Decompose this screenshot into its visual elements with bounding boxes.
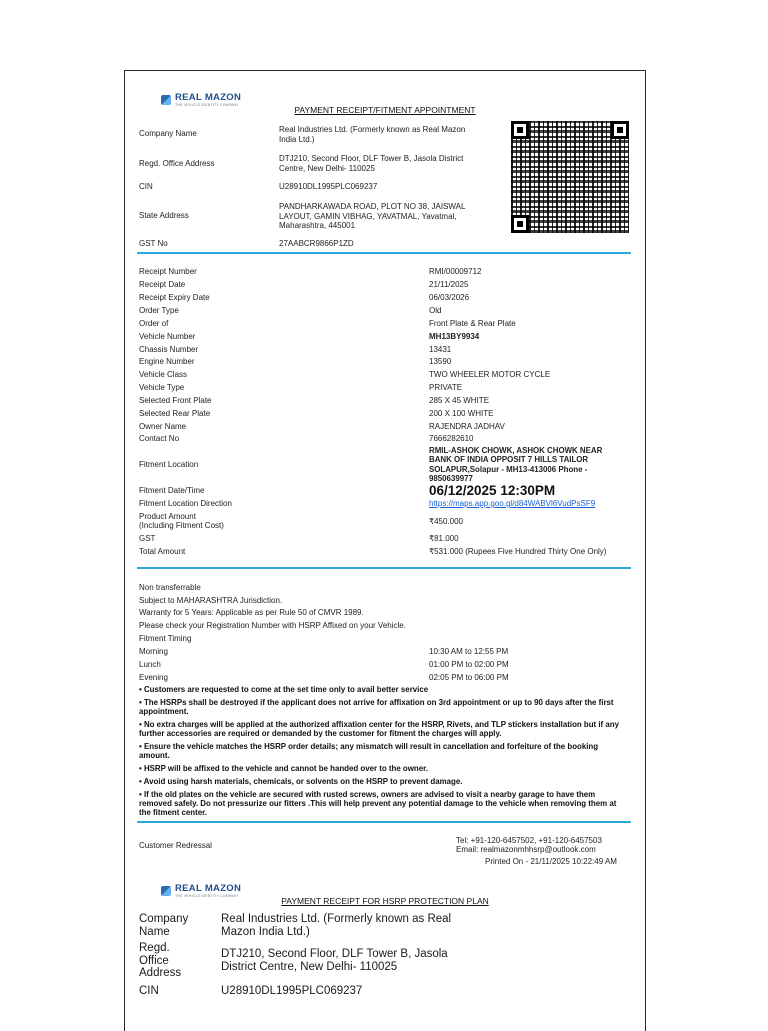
detail-label: Owner Name: [139, 422, 187, 431]
detail-row: [139, 293, 629, 306]
redressal-tel: Tel: +91-120-6457502, +91-120-6457503: [456, 836, 602, 845]
detail-row: [139, 409, 629, 422]
detail-label: Contact No: [139, 434, 180, 443]
protection-company-value: Real Industries Ltd. (Formerly known as Real Mazon India Ltd.): [221, 913, 452, 938]
detail-value: 21/11/2025: [429, 280, 469, 289]
vehicle-number-value: MH13BY9934: [429, 332, 480, 341]
gst-no-value: 27AABCR9866P1ZD: [279, 239, 354, 248]
detail-value: 06/03/2026: [429, 293, 470, 302]
terms-line: Non transferrable: [139, 583, 201, 592]
terms-line: Please check your Registration Number with HSRP Affixed on your Vehicle.: [139, 621, 406, 630]
company-name-value: Real Industries Ltd. (Formerly known as Real Mazon India Ltd.): [279, 125, 466, 144]
detail-label: Selected Rear Plate: [139, 409, 211, 418]
protection-office-label: Regd. Office Address: [139, 942, 182, 979]
detail-row: [139, 280, 629, 293]
brand-logo: [161, 884, 241, 898]
detail-label: Order Type: [139, 306, 179, 315]
fitment-direction-label: Fitment Location Direction: [139, 499, 232, 508]
terms-line: Warranty for 5 Years: Applicable as per Rule 50 of CMVR 1989.: [139, 608, 364, 617]
product-amount-value: ₹450.000: [429, 517, 464, 526]
state-address-value: PANDHARKAWADA ROAD, PLOT NO 38, JAISWAL LAYOUT, GAMIN VIBHAG, YAVATMAL, Yavatmal, Maharashtra, 445001: [279, 202, 466, 230]
detail-value: Front Plate & Rear Plate: [429, 319, 516, 328]
product-amount-sublabel: (Including Fitment Cost): [139, 521, 224, 530]
fitment-location-value: RMIL-ASHOK CHOWK, ASHOK CHOWK NEAR BANK OF INDIA OPPOSIT 7 HILLS TAILOR SOLAPUR,Solapur - MH13-413006 Phone - 9850639977: [429, 446, 603, 483]
detail-value: 7666282610: [429, 434, 474, 443]
detail-value: PRIVATE: [429, 383, 463, 392]
detail-row: [139, 422, 629, 435]
cin-value: U28910DL1995PLC069237: [279, 182, 378, 191]
brand-name: REAL MAZON: [175, 92, 242, 103]
total-amount-label: Total Amount: [139, 547, 186, 556]
protection-company-label: Company Name: [139, 913, 189, 938]
detail-row: [139, 370, 629, 383]
timing-label: Morning: [139, 647, 168, 656]
detail-label: Selected Front Plate: [139, 396, 212, 405]
detail-row: [139, 267, 629, 280]
detail-label: Engine Number: [139, 357, 195, 366]
terms-line: Subject to MAHARASHTRA Jurisdiction.: [139, 596, 283, 605]
divider: [137, 567, 631, 569]
protection-cin-value: U28910DL1995PLC069237: [221, 985, 363, 997]
terms-bullet: • HSRP will be affixed to the vehicle and cannot be handed over to the owner.: [139, 764, 428, 773]
office-address-label: Regd. Office Address: [139, 159, 215, 168]
detail-label: Order of: [139, 319, 169, 328]
timing-row: [139, 660, 629, 673]
detail-value: 200 X 100 WHITE: [429, 409, 494, 418]
fitment-datetime-label: Fitment Date/Time: [139, 486, 205, 495]
detail-value: Old: [429, 306, 442, 315]
detail-row: [139, 345, 629, 358]
product-amount-label: Product Amount: [139, 512, 196, 521]
company-name-label: Company Name: [139, 129, 197, 138]
detail-value: RMI/00009712: [429, 267, 482, 276]
timing-row: [139, 673, 629, 686]
terms-bullet: • The HSRPs shall be destroyed if the applicant does not arrive for affixation on 3rd appointment or up to 90 days after the first appointment.: [139, 698, 614, 716]
detail-value: RAJENDRA JADHAV: [429, 422, 505, 431]
qr-finder-top-left: [511, 121, 529, 139]
brand-logo-icon: [161, 886, 171, 896]
cin-label: CIN: [139, 182, 153, 191]
timing-value: 01:00 PM to 02:00 PM: [429, 660, 509, 669]
timing-label: Lunch: [139, 660, 161, 669]
terms-bullet: • If the old plates on the vehicle are secured with rusted screws, owners are advised to visit a nearby garage to have them removed safely. Do not pressurize our fitters .This will help prevent any potential damage to the vehicle when removing them at the fitment center.: [139, 790, 617, 817]
fitment-direction-link[interactable]: https://maps.app.goo.gl/d84WABVl6VudPsSF9: [429, 499, 596, 508]
state-address-label: State Address: [139, 211, 189, 220]
office-address-value: DTJ210, Second Floor, DLF Tower B, Jasola District Centre, New Delhi- 110025: [279, 154, 464, 173]
redressal-email: Email: realmazonmhhsrp@outlook.com: [456, 845, 596, 854]
qr-code: [511, 121, 629, 233]
terms-line: Fitment Timing: [139, 634, 192, 643]
fitment-location-label: Fitment Location: [139, 460, 199, 469]
brand-logo: [161, 93, 241, 107]
detail-value: TWO WHEELER MOTOR CYCLE: [429, 370, 551, 379]
detail-label: Vehicle Number: [139, 332, 196, 341]
detail-row: [139, 357, 629, 370]
terms-bullet: • Avoid using harsh materials, chemicals, or solvents on the HSRP to prevent damage.: [139, 777, 463, 786]
detail-row: [139, 434, 629, 447]
receipt-title: PAYMENT RECEIPT/FITMENT APPOINTMENT: [294, 105, 476, 115]
gst-no-label: GST No: [139, 239, 168, 248]
timing-label: Evening: [139, 673, 168, 682]
detail-row: [139, 306, 629, 319]
terms-bullet: • No extra charges will be applied at the authorized affixation center for the HSRP, Rivets, and TLP stickers installation but if any further accessories are required or demanded by the customer for fitment the charges will apply.: [139, 720, 619, 738]
divider: [137, 252, 631, 254]
detail-label: Receipt Expiry Date: [139, 293, 210, 302]
brand-tagline: THE VEHICLE IDENTITY COMPANY: [175, 894, 239, 898]
customer-redressal-label: Customer Redressal: [139, 841, 212, 850]
detail-label: Vehicle Type: [139, 383, 185, 392]
divider: [137, 821, 631, 823]
detail-label: Chassis Number: [139, 345, 199, 354]
detail-label: Vehicle Class: [139, 370, 188, 379]
total-amount-value: ₹531.000 (Rupees Five Hundred Thirty One Only): [429, 547, 607, 556]
detail-value: 285 X 45 WHITE: [429, 396, 490, 405]
detail-label: Receipt Number: [139, 267, 197, 276]
qr-finder-top-right: [611, 121, 629, 139]
gst-label: GST: [139, 534, 156, 543]
qr-finder-bottom-left: [511, 215, 529, 233]
timing-value: 10:30 AM to 12:55 PM: [429, 647, 509, 656]
detail-row: [139, 383, 629, 396]
timing-value: 02:05 PM to 06:00 PM: [429, 673, 509, 682]
brand-tagline: THE VEHICLE IDENTITY COMPANY: [175, 103, 239, 107]
timing-row: [139, 647, 629, 660]
receipt-document: [124, 70, 646, 1031]
detail-value: 13431: [429, 345, 452, 354]
protection-cin-label: CIN: [139, 985, 159, 997]
detail-row: [139, 332, 629, 345]
brand-logo-icon: [161, 95, 171, 105]
gst-value: ₹81.000: [429, 534, 459, 543]
detail-label: Receipt Date: [139, 280, 186, 289]
detail-row: [139, 319, 629, 332]
fitment-datetime-value: 06/12/2025 12:30PM: [429, 483, 556, 498]
terms-bullet: • Customers are requested to come at the set time only to avail better service: [139, 685, 429, 694]
brand-name: REAL MAZON: [175, 883, 242, 894]
detail-row: [139, 396, 629, 409]
protection-office-value: DTJ210, Second Floor, DLF Tower B, Jasola District Centre, New Delhi- 110025: [221, 948, 448, 973]
printed-on: Printed On - 21/11/2025 10:22:49 AM: [485, 857, 617, 866]
terms-bullet: • Ensure the vehicle matches the HSRP order details; any mismatch will result in cancellation and forfeiture of the booking amount.: [139, 742, 599, 760]
detail-value: 13590: [429, 357, 452, 366]
protection-plan-title: PAYMENT RECEIPT FOR HSRP PROTECTION PLAN: [281, 896, 489, 906]
